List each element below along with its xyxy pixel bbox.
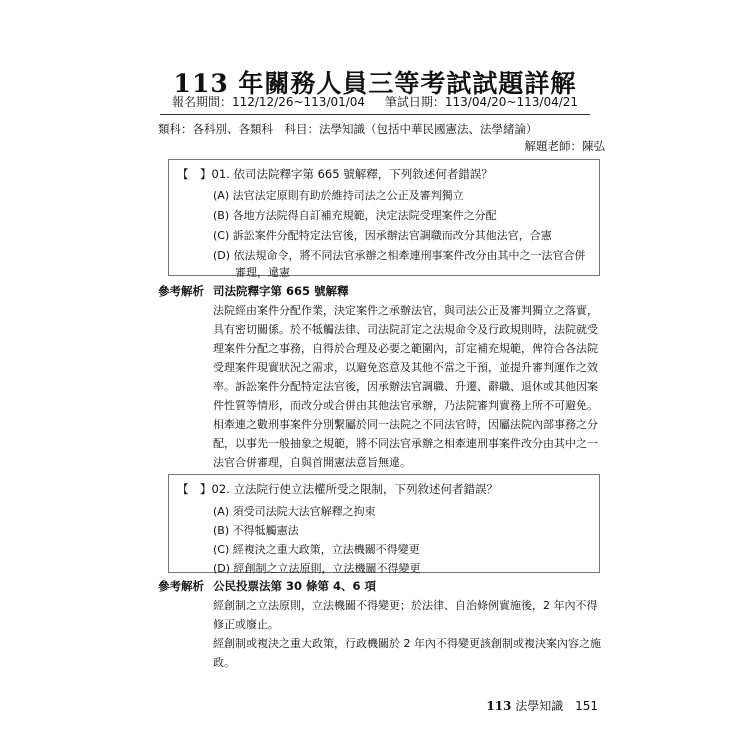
answer-line: 法院經由案件分配作業，決定案件之承辦法官，與司法公正及審判獨立之落實， [213, 304, 598, 317]
answer-line: 受理案件現實狀況之需求，以避免恣意及其他不當之干預，並提升審判運作之效 [213, 361, 598, 374]
answer-line: 相牽連之數刑事案件分別繫屬於同一法院之不同法官時，因屬法院內部事務之分 [213, 418, 598, 431]
footer-subject: 法學知識 [515, 699, 564, 713]
author: 解題老師：陳弘 [524, 139, 605, 153]
answer-line: 率。訴訟案件分配特定法官後，因承辦法官調職、升遷、辭職、退休或其他因案 [213, 380, 598, 393]
exam-date: 筆試日期：113/04/20~113/04/21 [384, 95, 579, 109]
question-box-2 [168, 474, 600, 573]
question-stem: 【 】01. 依司法院釋字第 665 號解釋，下列敘述何者錯誤？ [177, 167, 493, 181]
answer-label: 參考解析 [158, 579, 204, 593]
option-b: (B) 不得牴觸憲法 [213, 524, 299, 537]
registration-period: 報名期間：112/12/26~113/01/04 [171, 95, 366, 109]
answer-line: 具有密切關係。於不牴觸法律、司法院訂定之法規命令及行政規則時，法院就受 [213, 323, 598, 336]
answer-line: 經創制或複決之重大政策，行政機關於 2 年內不得變更該創制或複決案內容之施 [213, 637, 601, 650]
option-d: (D) 依法規命令，將不同法官承辦之相牽連刑事案件改分由其中之一法官合併 [213, 249, 586, 262]
option-b: (B) 各地方法院得自訂補充規範，決定法院受理案件之分配 [213, 209, 497, 222]
option-c: (C) 經複決之重大政策，立法機關不得變更 [213, 543, 420, 556]
answer-line: 政。 [213, 656, 235, 669]
answer-line: 配，以事先一般抽象之規範，將不同法官承辦之相牽連刑事案件改分由其中之一 [213, 437, 598, 450]
question-stem: 【 】02. 立法院行使立法權所受之限制，下列敘述何者錯誤？ [177, 482, 498, 496]
exam-dates [160, 93, 590, 115]
answer-line: 法官合併審理，自與首開憲法意旨無違。 [213, 456, 411, 469]
option-d: (D) 經創制之立法原則，立法機關不得變更 [213, 562, 421, 575]
option-a: (A) 須受司法院大法官解釋之拘束 [213, 505, 376, 518]
answer-line: 修正或廢止。 [213, 618, 279, 631]
option-d-continued: 審理，違憲 [213, 266, 290, 279]
footer-year: 113 [486, 699, 512, 713]
answer-label: 參考解析 [158, 284, 204, 298]
page-number: 151 [575, 699, 598, 713]
answer-line: 理案件分配之事務，自得於合理及必要之範圍內，訂定補充規範，俾符合各法院 [213, 342, 598, 355]
question-box-1 [168, 159, 600, 279]
option-a: (A) 法官法定原則有助於維持司法之公正及審判獨立 [213, 189, 464, 202]
page-title: 113 年關務人員三等考試試題詳解 [173, 69, 577, 98]
answer-heading: 公民投票法第 30 條第 4、6 項 [213, 579, 377, 593]
subject-category: 類科：各科別、各類科 科目：法學知識（包括中華民國憲法、法學緒論） [158, 122, 538, 136]
option-c: (C) 訴訟案件分配特定法官後，因承辦法官調職而改分其他法官，合憲 [213, 229, 552, 242]
answer-heading: 司法院釋字第 665 號解釋 [213, 284, 349, 298]
answer-line: 件性質等情形，而改分或合併由其他法官承辦，乃法院審判實務上所不可避免。 [213, 399, 598, 412]
page-footer [486, 697, 598, 714]
answer-line: 經創制之立法原則，立法機關不得變更；於法律、自治條例實施後，2 年內不得 [213, 599, 598, 612]
